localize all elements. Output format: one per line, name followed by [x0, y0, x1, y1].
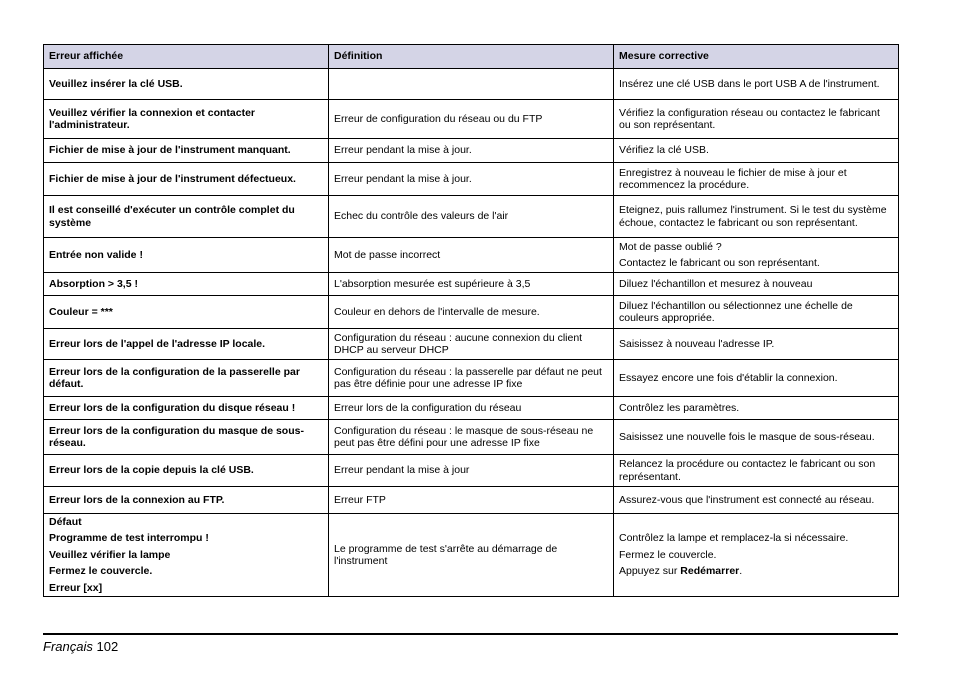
measure-text: Saisissez une nouvelle fois le masque de sous-réseau.	[619, 430, 875, 443]
measure-text: Insérez une clé USB dans le port USB A de l'instrument.	[619, 77, 880, 90]
error-cell	[44, 420, 329, 455]
measure-cell	[614, 487, 899, 514]
table-row	[44, 329, 899, 360]
table-row	[44, 273, 899, 296]
definition-cell: Configuration du réseau : la passerelle par défaut ne peut pas être définie pour une adresse IP fixe	[329, 360, 614, 397]
measure-cell	[614, 69, 899, 100]
definition-cell: Configuration du réseau : le masque de sous-réseau ne peut pas être défini pour une adresse IP fixe	[329, 420, 614, 455]
measure-text: Enregistrez à nouveau le fichier de mise à jour et recommencez la procédure.	[619, 166, 847, 191]
measure-cell	[614, 273, 899, 296]
error-cell	[44, 296, 329, 329]
definition-cell: Echec du contrôle des valeurs de l'air	[329, 196, 614, 238]
measure-cell	[614, 139, 899, 163]
table-row	[44, 139, 899, 163]
error-cell	[44, 273, 329, 296]
error-text: Fichier de mise à jour de l'instrument manquant.	[49, 144, 291, 157]
error-text: Veuillez vérifier la connexion et contacter l'administrateur.	[49, 106, 255, 131]
error-cell	[44, 329, 329, 360]
measure-text: Contrôlez la lampe et remplacez-la si nécessaire.	[619, 532, 849, 545]
measure-cell	[614, 360, 899, 397]
measure-text: Diluez l'échantillon ou sélectionnez une échelle de couleurs appropriée.	[619, 299, 853, 324]
table-row	[44, 487, 899, 514]
error-text: Fichier de mise à jour de l'instrument défectueux.	[49, 172, 296, 185]
restart-key-label: Redémarrer	[680, 565, 740, 578]
error-text: Absorption > 3,5 !	[49, 277, 138, 290]
measure-text: Eteignez, puis rallumez l'instrument. Si le test du système échoue, contactez le fabricant ou son représentant.	[619, 204, 887, 229]
error-text: Défaut	[49, 515, 82, 528]
error-text: Erreur [xx]	[49, 581, 103, 594]
table-row	[44, 420, 899, 455]
error-cell	[44, 455, 329, 487]
footer-page-number: 102	[96, 639, 119, 654]
measure-cell	[614, 420, 899, 455]
measure-text: Essayez encore une fois d'établir la connexion.	[619, 371, 838, 384]
definition-cell: Erreur lors de la configuration du réseau	[329, 397, 614, 420]
measure-text: Diluez l'échantillon et mesurez à nouveau	[619, 277, 813, 290]
measure-text: Vérifiez la clé USB.	[619, 144, 709, 157]
error-cell	[44, 196, 329, 238]
table-row	[44, 296, 899, 329]
measure-text: Relancez la procédure ou contactez le fabricant ou son représentant.	[619, 458, 876, 483]
table-row	[44, 514, 899, 597]
measure-cell	[614, 196, 899, 238]
definition-cell: Erreur pendant la mise à jour.	[329, 139, 614, 163]
error-text: Fermez le couvercle.	[49, 565, 153, 578]
definition-cell: Le programme de test s'arrête au démarrage de l'instrument	[329, 514, 614, 597]
error-text: Erreur lors de la connexion au FTP.	[49, 493, 225, 506]
table-row	[44, 163, 899, 196]
error-cell	[44, 139, 329, 163]
table-row	[44, 69, 899, 100]
table-header-row	[44, 45, 899, 69]
measure-text	[619, 565, 893, 578]
error-text: Erreur lors de la configuration de la passerelle par défaut.	[49, 365, 300, 390]
definition-cell: Erreur pendant la mise à jour.	[329, 163, 614, 196]
error-cell	[44, 238, 329, 273]
error-text: Veuillez insérer la clé USB.	[49, 77, 183, 90]
error-text: Erreur lors de la configuration du disque réseau !	[49, 401, 296, 414]
table-row	[44, 360, 899, 397]
measure-cell	[614, 397, 899, 420]
error-cell	[44, 487, 329, 514]
error-cell	[44, 100, 329, 139]
error-text: Il est conseillé d'exécuter un contrôle complet du système	[49, 204, 295, 229]
table-row	[44, 238, 899, 273]
table-row	[44, 196, 899, 238]
measure-text: Contrôlez les paramètres.	[619, 401, 740, 414]
definition-cell	[329, 69, 614, 100]
measure-text: Mot de passe oublié ?	[619, 240, 722, 253]
error-text: Entrée non valide !	[49, 248, 143, 261]
definition-cell: Configuration du réseau : aucune connexion du client DHCP au serveur DHCP	[329, 329, 614, 360]
definition-cell: Erreur pendant la mise à jour	[329, 455, 614, 487]
definition-cell: Couleur en dehors de l'intervalle de mesure.	[329, 296, 614, 329]
measure-cell	[614, 455, 899, 487]
measure-cell	[614, 238, 899, 273]
error-text: Programme de test interrompu !	[49, 532, 209, 545]
measure-cell	[614, 163, 899, 196]
definition-cell: Mot de passe incorrect	[329, 238, 614, 273]
footer-language: Français	[43, 639, 93, 654]
measure-text-suffix: .	[739, 565, 743, 578]
error-cell	[44, 397, 329, 420]
header-error: Erreur affichée	[44, 45, 329, 69]
measure-text: Assurez-vous que l'instrument est connecté au réseau.	[619, 493, 875, 506]
measure-text-prefix: Appuyez sur	[619, 565, 681, 578]
error-text: Couleur = ***	[49, 305, 113, 318]
error-cell	[44, 514, 329, 597]
page-footer	[43, 639, 118, 654]
error-text: Veuillez vérifier la lampe	[49, 548, 171, 561]
error-text: Erreur lors de la copie depuis la clé USB.	[49, 464, 254, 477]
definition-cell: Erreur FTP	[329, 487, 614, 514]
header-measure: Mesure corrective	[614, 45, 899, 69]
measure-text: Contactez le fabricant ou son représentant.	[619, 257, 820, 269]
table-row	[44, 397, 899, 420]
table-row	[44, 455, 899, 487]
error-text: Erreur lors de l'appel de l'adresse IP locale.	[49, 337, 266, 350]
measure-text: Saisissez à nouveau l'adresse IP.	[619, 337, 775, 350]
error-cell	[44, 69, 329, 100]
measure-text: Vérifiez la configuration réseau ou contactez le fabricant ou son représentant.	[619, 106, 880, 131]
table-row	[44, 100, 899, 139]
error-cell	[44, 360, 329, 397]
error-table	[43, 44, 899, 597]
measure-cell	[614, 296, 899, 329]
measure-cell	[614, 514, 899, 597]
footer-rule	[43, 633, 898, 635]
definition-cell: Erreur de configuration du réseau ou du FTP	[329, 100, 614, 139]
measure-text: Fermez le couvercle.	[619, 548, 717, 561]
header-definition: Définition	[329, 45, 614, 69]
measure-cell	[614, 329, 899, 360]
error-text: Erreur lors de la configuration du masque de sous-réseau.	[49, 424, 304, 449]
error-cell	[44, 163, 329, 196]
definition-cell: L'absorption mesurée est supérieure à 3,5	[329, 273, 614, 296]
measure-cell	[614, 100, 899, 139]
